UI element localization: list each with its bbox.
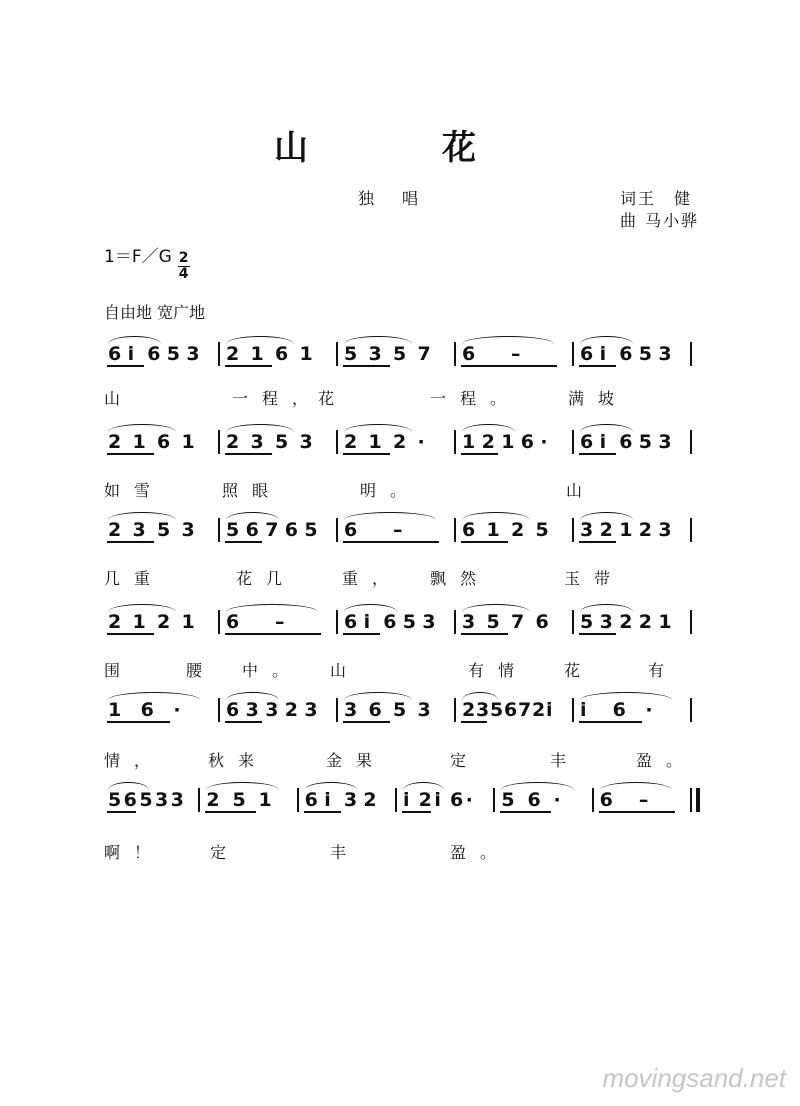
lyric: 满坡 xyxy=(568,389,629,408)
lyric: 如雪 xyxy=(104,481,165,500)
barline xyxy=(454,610,456,634)
lyric: 花几 xyxy=(236,569,297,588)
slur-arc xyxy=(344,424,412,432)
beam-underline xyxy=(500,811,550,813)
beam-underline xyxy=(225,633,321,635)
note: 3 xyxy=(658,343,672,365)
lyric: 一程， xyxy=(232,389,323,408)
note: 1 xyxy=(462,431,476,453)
note: i xyxy=(324,789,331,811)
song-title: 山 花 xyxy=(274,128,526,168)
note: i xyxy=(599,431,607,453)
slur-arc xyxy=(108,692,200,700)
slur-arc xyxy=(580,692,672,700)
beam-underline xyxy=(343,541,439,543)
beam-underline xyxy=(107,633,154,635)
note: 6 xyxy=(383,611,397,633)
note: 5 xyxy=(157,519,171,541)
slur-arc xyxy=(580,424,633,432)
note: 7 xyxy=(518,699,532,721)
note: 3 xyxy=(417,699,431,721)
note: 5 xyxy=(226,519,240,541)
note: 5 xyxy=(393,699,407,721)
note: 2 xyxy=(462,699,476,721)
slur-arc xyxy=(108,512,176,520)
note: i xyxy=(599,343,607,365)
beam-underline xyxy=(343,721,390,723)
barline xyxy=(218,430,220,454)
barline xyxy=(572,610,574,634)
note: · xyxy=(465,789,473,811)
note: i xyxy=(403,789,410,811)
barline xyxy=(493,788,495,812)
barline xyxy=(454,698,456,722)
performance-type: 独 唱 xyxy=(358,189,425,208)
barline xyxy=(336,430,338,454)
beam-underline xyxy=(225,721,262,723)
note: 3 xyxy=(658,519,672,541)
beam-underline xyxy=(579,633,616,635)
beam-underline xyxy=(579,453,616,455)
beam-underline xyxy=(461,541,508,543)
note: 2 xyxy=(619,611,633,633)
note: 1 xyxy=(258,789,272,811)
note: 2 xyxy=(638,611,653,633)
time-signature xyxy=(178,251,190,282)
barline xyxy=(690,518,692,542)
note: 6 xyxy=(527,789,541,811)
note: 5 xyxy=(638,343,653,365)
note: 2 xyxy=(226,431,240,453)
note: 6 xyxy=(580,431,594,453)
barline xyxy=(218,698,220,722)
note: 6 xyxy=(108,343,122,365)
note: 6 xyxy=(275,343,289,365)
beam-underline xyxy=(579,541,616,543)
note: 6 xyxy=(147,343,161,365)
note: i xyxy=(580,699,587,721)
lyric: 围 xyxy=(104,661,135,680)
slur-arc xyxy=(108,604,176,612)
note: 3 xyxy=(343,789,358,811)
beam-underline xyxy=(461,633,508,635)
lyric: 飘然 xyxy=(430,569,491,588)
note: 6 xyxy=(344,519,358,541)
note: 5 xyxy=(166,343,181,365)
lyric: 花 xyxy=(564,661,595,680)
beam-underline xyxy=(343,453,390,455)
note: 2 xyxy=(108,431,122,453)
lyric: 山 xyxy=(330,661,361,680)
slur-arc xyxy=(462,424,515,432)
note: – xyxy=(275,611,285,633)
beam-underline xyxy=(579,365,616,367)
note: 5 xyxy=(501,789,515,811)
note: · xyxy=(173,699,181,721)
note: 5 xyxy=(580,611,594,633)
beam-underline xyxy=(225,365,272,367)
note: · xyxy=(417,431,425,453)
note: 6 xyxy=(450,789,464,811)
barline xyxy=(454,518,456,542)
beam-underline xyxy=(343,633,380,635)
note: 3 xyxy=(132,519,146,541)
slur-arc xyxy=(344,692,412,700)
beam-underline xyxy=(304,811,341,813)
beam-underline xyxy=(107,721,170,723)
barline xyxy=(454,342,456,366)
lyric: 啊！ xyxy=(104,843,165,862)
barline xyxy=(690,430,692,454)
note: i xyxy=(363,611,371,633)
note: 3 xyxy=(658,431,672,453)
note: 2 xyxy=(157,611,171,633)
note: 1 xyxy=(108,699,122,721)
slur-arc xyxy=(226,692,279,700)
slur-arc xyxy=(580,336,633,344)
key-label: 1＝F／G xyxy=(104,247,172,267)
barline xyxy=(395,788,397,812)
composer-credit: 曲 马小骅 xyxy=(620,211,700,230)
key-signature xyxy=(104,242,190,282)
note: 3 xyxy=(250,431,264,453)
slur-arc xyxy=(108,336,161,344)
note: 6 xyxy=(140,699,154,721)
note: 3 xyxy=(181,519,195,541)
note: 5 xyxy=(490,699,504,721)
slur-arc xyxy=(462,692,498,700)
note: 6 xyxy=(535,611,549,633)
note: 2 xyxy=(108,519,122,541)
note: 2 xyxy=(344,431,358,453)
lyric: 花 xyxy=(318,389,349,408)
lyricist-credit: 词王 健 xyxy=(620,189,693,208)
barline xyxy=(336,610,338,634)
note: 1 xyxy=(299,343,313,365)
note: 1 xyxy=(501,431,515,453)
slur-arc xyxy=(600,782,672,790)
note: 2 xyxy=(532,699,546,721)
lyric: 山 xyxy=(566,481,597,500)
slur-arc xyxy=(108,424,176,432)
note: 2 xyxy=(511,519,525,541)
note: 5 xyxy=(275,431,289,453)
lyric: 丰 xyxy=(550,751,581,770)
lyric: 一程。 xyxy=(430,389,521,408)
note: 2 xyxy=(226,343,240,365)
slur-arc xyxy=(226,604,318,612)
note: 6 xyxy=(157,431,171,453)
note: 3 xyxy=(462,611,476,633)
note: 5 xyxy=(393,343,407,365)
note: 2 xyxy=(418,789,432,811)
note: 2 xyxy=(393,431,407,453)
barline xyxy=(690,698,692,722)
time-signature-bottom: 4 xyxy=(178,266,189,282)
barline xyxy=(690,342,692,366)
note: 2 xyxy=(481,431,495,453)
beam-underline xyxy=(579,721,642,723)
note: 1 xyxy=(658,611,672,633)
note: 3 xyxy=(155,789,169,811)
beam-underline xyxy=(343,365,390,367)
slur-arc xyxy=(462,512,530,520)
note: 6 xyxy=(462,343,476,365)
slur-arc xyxy=(344,512,436,520)
note: 1 xyxy=(132,611,146,633)
lyric: 定 xyxy=(450,751,481,770)
slur-arc xyxy=(344,604,397,612)
note: 5 xyxy=(108,789,122,811)
note: 3 xyxy=(368,343,382,365)
note: 6 xyxy=(619,431,633,453)
time-signature-top: 2 xyxy=(178,250,189,266)
note: 6 xyxy=(580,343,594,365)
note: · xyxy=(645,699,653,721)
barline xyxy=(218,610,220,634)
note: 1 xyxy=(181,611,195,633)
note: 1 xyxy=(368,431,382,453)
note: 6 xyxy=(520,431,535,453)
note: 3 xyxy=(580,519,594,541)
note: 2 xyxy=(206,789,220,811)
note: i xyxy=(434,789,441,811)
beam-underline xyxy=(107,811,136,813)
lyric: 丰 xyxy=(330,843,361,862)
note: 5 xyxy=(304,519,318,541)
note: 7 xyxy=(511,611,525,633)
slur-arc xyxy=(226,512,279,520)
note: 2 xyxy=(284,699,299,721)
lyric: 有情 xyxy=(468,661,529,680)
barline xyxy=(336,698,338,722)
slur-arc xyxy=(305,782,358,790)
note: 2 xyxy=(599,519,613,541)
lyric: 盈。 xyxy=(450,843,511,862)
slur-arc xyxy=(580,604,633,612)
note: 6 xyxy=(612,699,626,721)
note: – xyxy=(511,343,521,365)
lyric: 玉带 xyxy=(564,569,625,588)
note: 3 xyxy=(344,699,358,721)
lyric: 腰 xyxy=(186,661,217,680)
note: 6 xyxy=(504,699,518,721)
note: 2 xyxy=(108,611,122,633)
lyric: 山 xyxy=(104,389,135,408)
lyric: 几重 xyxy=(104,569,165,588)
beam-underline xyxy=(402,811,431,813)
lyric: 重， xyxy=(342,569,403,588)
note: 3 xyxy=(599,611,613,633)
beam-underline xyxy=(461,365,557,367)
tempo-marking: 自由地 宽广地 xyxy=(104,303,206,322)
barline xyxy=(336,342,338,366)
note: 3 xyxy=(476,699,490,721)
note: 5 xyxy=(535,519,549,541)
note: 6 xyxy=(284,519,299,541)
slur-arc xyxy=(403,782,444,790)
note: 3 xyxy=(304,699,318,721)
barline xyxy=(592,788,594,812)
note: · xyxy=(553,789,561,811)
slur-arc xyxy=(462,604,530,612)
barline xyxy=(218,342,220,366)
note: 5 xyxy=(402,611,417,633)
lyric: 盈。 xyxy=(636,751,697,770)
note: i xyxy=(127,343,135,365)
note: 7 xyxy=(417,343,431,365)
note: 6 xyxy=(123,789,137,811)
lyric: 定 xyxy=(210,843,241,862)
slur-arc xyxy=(462,336,554,344)
beam-underline xyxy=(107,365,144,367)
beam-underline xyxy=(461,721,487,723)
beam-underline xyxy=(107,453,154,455)
barline xyxy=(690,788,692,812)
beam-underline xyxy=(599,811,675,813)
note: 5 xyxy=(344,343,358,365)
barline xyxy=(218,518,220,542)
note: – xyxy=(393,519,403,541)
note: 3 xyxy=(299,431,313,453)
note: 1 xyxy=(619,519,633,541)
beam-underline xyxy=(225,541,262,543)
watermark: movingsand.net xyxy=(602,1063,786,1093)
barline xyxy=(572,698,574,722)
slur-arc xyxy=(108,782,149,790)
slur-arc xyxy=(580,512,633,520)
note: 3 xyxy=(186,343,200,365)
slur-arc xyxy=(226,336,294,344)
note: 3 xyxy=(245,699,259,721)
note: 5 xyxy=(486,611,500,633)
slur-arc xyxy=(344,336,412,344)
barline xyxy=(572,430,574,454)
note: 1 xyxy=(181,431,195,453)
note: 6 xyxy=(226,699,240,721)
note: 2 xyxy=(363,789,377,811)
note: 1 xyxy=(486,519,500,541)
beam-underline xyxy=(225,453,272,455)
note: 1 xyxy=(132,431,146,453)
note: 2 xyxy=(638,519,653,541)
barline xyxy=(572,342,574,366)
barline xyxy=(454,430,456,454)
barline xyxy=(572,518,574,542)
note: · xyxy=(540,431,548,453)
barline xyxy=(198,788,200,812)
note: i xyxy=(546,699,553,721)
note: 5 xyxy=(638,431,653,453)
lyric: 秋来 xyxy=(208,751,269,770)
note: 5 xyxy=(232,789,246,811)
lyric: 情， xyxy=(104,751,165,770)
slur-arc xyxy=(226,424,294,432)
lyric: 金果 xyxy=(326,751,387,770)
note: 6 xyxy=(344,611,358,633)
barline xyxy=(297,788,299,812)
note: 6 xyxy=(368,699,382,721)
lyric: 照眼 xyxy=(222,481,283,500)
note: 6 xyxy=(619,343,633,365)
beam-underline xyxy=(461,453,498,455)
note: 3 xyxy=(265,699,279,721)
lyric: 有 xyxy=(648,661,679,680)
lyric: 明。 xyxy=(360,481,421,500)
note: – xyxy=(638,789,649,811)
barline xyxy=(690,610,692,634)
final-barline xyxy=(696,788,700,812)
lyric: 中。 xyxy=(242,661,303,680)
beam-underline xyxy=(205,811,255,813)
note: 3 xyxy=(422,611,436,633)
slur-arc xyxy=(206,782,278,790)
note: 6 xyxy=(226,611,240,633)
barline xyxy=(336,518,338,542)
note: 6 xyxy=(462,519,476,541)
note: 6 xyxy=(599,789,613,811)
note: 7 xyxy=(265,519,279,541)
note: 6 xyxy=(245,519,259,541)
beam-underline xyxy=(107,541,154,543)
slur-arc xyxy=(501,782,573,790)
note: 5 xyxy=(139,789,153,811)
note: 1 xyxy=(250,343,264,365)
note: 3 xyxy=(170,789,184,811)
note: 6 xyxy=(304,789,318,811)
